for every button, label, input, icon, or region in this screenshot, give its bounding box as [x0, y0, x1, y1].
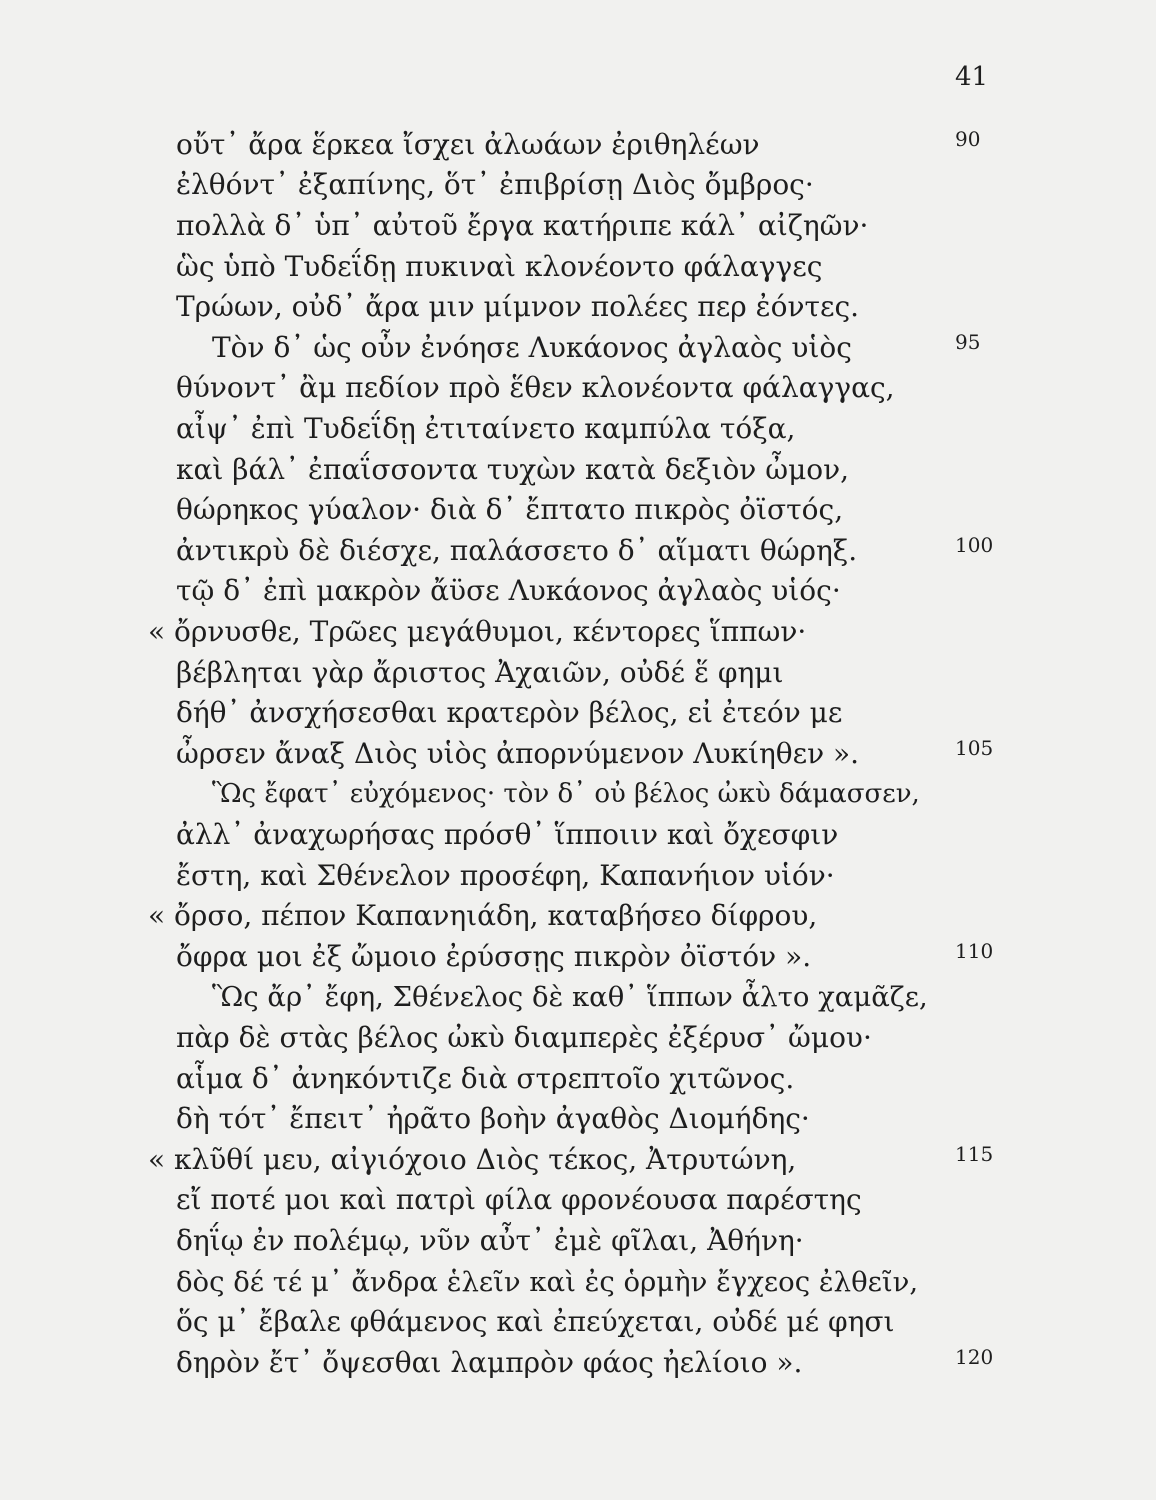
verse-text: Ὣς ἄρ᾽ ἔφη, Σθένελος δὲ καθ᾽ ἵππων ἆλτο χαμᾶζε,: [212, 981, 928, 1013]
verse-text: τῷ δ᾽ ἐπὶ μακρὸν ἄϋσε Λυκάονος ἀγλαὸς υἱός·: [176, 574, 841, 607]
verse-text: « κλῦθί μευ, αἰγιόχοιο Διὸς τέκος, Ἀτρυτώνη,: [148, 1143, 797, 1176]
verse-text: θύνοντ᾽ ἂμ πεδίον πρὸ ἕθεν κλονέοντα φάλαγγας,: [176, 371, 895, 404]
verse-text: πολλὰ δ᾽ ὑπ᾽ αὐτοῦ ἔργα κατήριπε κάλ᾽ αἰζηῶν·: [176, 209, 869, 242]
verse-text: οὔτ᾽ ἄρα ἕρκεα ἴσχει ἀλωάων ἐριθηλέων: [176, 128, 760, 161]
verse-text: Ὣς ἔφατ᾽ εὐχόμενος· τὸν δ᾽ οὐ βέλος ὠκὺ δάμασσεν,: [212, 779, 920, 809]
verse-text: δήθ᾽ ἀνσχήσεσθαι κρατερὸν βέλος, εἰ ἐτεόν με: [176, 696, 843, 729]
verse-text: δηρὸν ἔτ᾽ ὄψεσθαι λαμπρὸν φάος ἠελίοιο ».: [176, 1346, 803, 1379]
verse-text: ὄφρα μοι ἐξ ὤμοιο ἐρύσσῃς πικρὸν ὀϊστόν ».: [176, 940, 812, 973]
line-number: 90: [955, 127, 981, 151]
verse-text: ἔστη, καὶ Σθένελον προσέφη, Καπανήιον υἱόν·: [176, 859, 835, 892]
verse-text: ὣς ὑπὸ Τυδεΐδῃ πυκιναὶ κλονέοντο φάλαγγες: [176, 250, 823, 283]
verse-text: δηΐῳ ἐν πολέμῳ, νῦν αὖτ᾽ ἐμὲ φῖλαι, Ἀθήνη·: [176, 1224, 804, 1257]
line-number: 105: [955, 736, 994, 760]
verse-text: Τὸν δ᾽ ὡς οὖν ἐνόησε Λυκάονος ἀγλαὸς υἱὸς: [212, 331, 852, 364]
line-number: 110: [955, 939, 994, 963]
verse-text: θώρηκος γύαλον· διὰ δ᾽ ἔπτατο πικρὸς ὀϊστός,: [176, 493, 844, 526]
line-number: 115: [955, 1142, 994, 1166]
verse-text: « ὄρσο, πέπον Καπανηιάδη, καταβήσεο δίφρου,: [148, 899, 818, 932]
verse-text: εἴ ποτέ μοι καὶ πατρὶ φίλα φρονέουσα παρέστης: [176, 1183, 862, 1216]
verse-text: βέβληται γὰρ ἄριστος Ἀχαιῶν, οὐδέ ἕ φημι: [176, 656, 784, 689]
verse-text: δὴ τότ᾽ ἔπειτ᾽ ἠρᾶτο βοὴν ἀγαθὸς Διομήδης·: [176, 1102, 810, 1135]
verse-text: ἐλθόντ᾽ ἐξαπίνης, ὅτ᾽ ἐπιβρίσῃ Διὸς ὄμβρος·: [176, 168, 814, 201]
verse-text: αἷμα δ᾽ ἀνηκόντιζε διὰ στρεπτοῖο χιτῶνος.: [176, 1062, 795, 1095]
verse-text: « ὄρνυσθε, Τρῶες μεγάθυμοι, κέντορες ἵππων·: [148, 615, 807, 648]
verse-text: πὰρ δὲ στὰς βέλος ὠκὺ διαμπερὲς ἐξέρυσ᾽ ὤμου·: [176, 1021, 872, 1054]
line-number: 120: [955, 1345, 994, 1369]
page-number: 41: [955, 62, 989, 92]
verse-text: αἶψ᾽ ἐπὶ Τυδεΐδῃ ἐτιταίνετο καμπύλα τόξα,: [176, 412, 796, 445]
verse-text: ἀντικρὺ δὲ διέσχε, παλάσσετο δ᾽ αἵματι θώρηξ.: [176, 534, 858, 567]
verse-text: ἀλλ᾽ ἀναχωρήσας πρόσθ᾽ ἵπποιιν καὶ ὄχεσφιν: [176, 818, 839, 851]
verse-text: δὸς δέ τέ μ᾽ ἄνδρα ἑλεῖν καὶ ἐς ὁρμὴν ἔγχεος ἐλθεῖν,: [176, 1266, 919, 1298]
verse-text: Τρώων, οὐδ᾽ ἄρα μιν μίμνον πολέες περ ἐόντες.: [176, 290, 860, 323]
verse-text: καὶ βάλ᾽ ἐπαΐσσοντα τυχὼν κατὰ δεξιὸν ὦμον,: [176, 453, 850, 486]
line-number: 100: [955, 533, 994, 557]
line-number: 95: [955, 330, 981, 354]
verse-text: ὅς μ᾽ ἔβαλε φθάμενος καὶ ἐπεύχεται, οὐδέ μέ φησι: [176, 1305, 895, 1338]
verse-text: ὦρσεν ἄναξ Διὸς υἱὸς ἀπορνύμενον Λυκίηθεν ».: [176, 737, 860, 770]
